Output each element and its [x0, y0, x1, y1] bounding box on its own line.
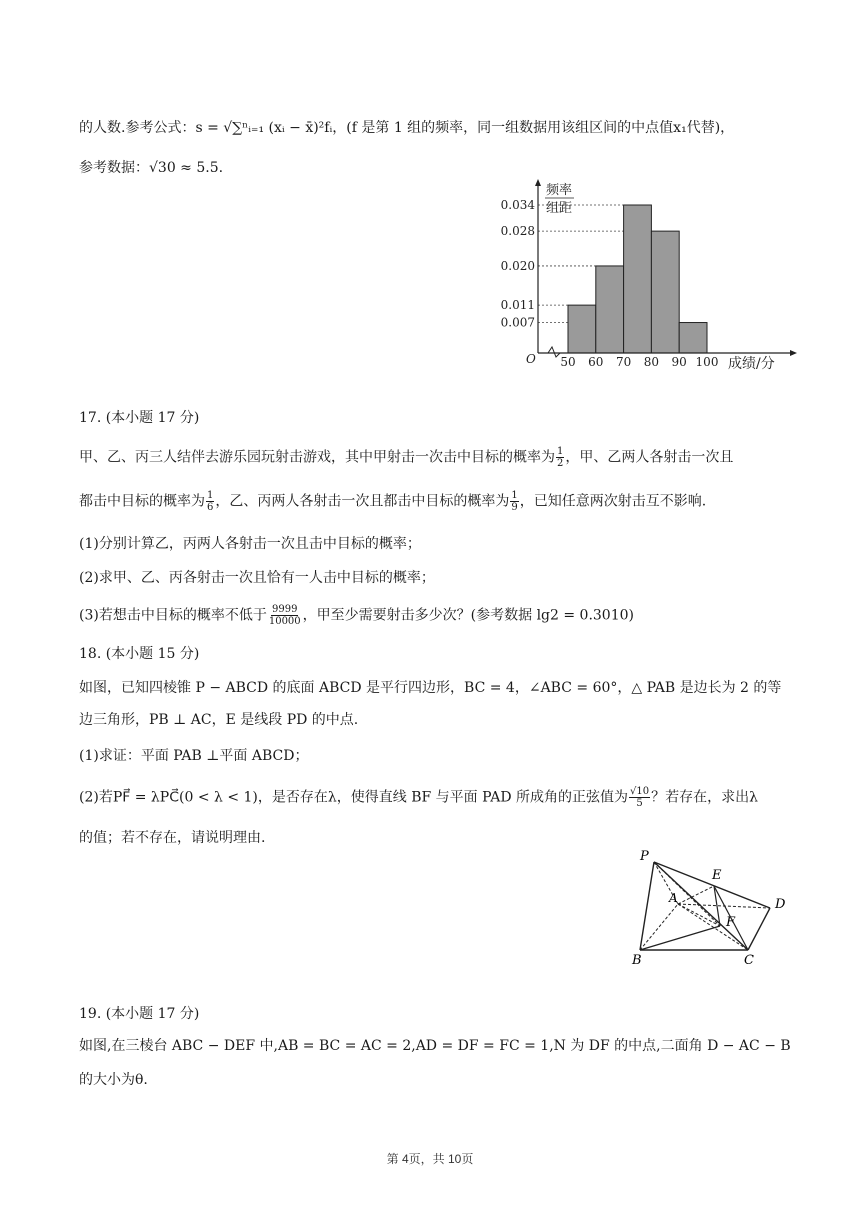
label-D: D	[775, 897, 786, 912]
x-tick-label: 90	[671, 355, 687, 369]
p18-q1: (1)求证：平面 PAB ⊥平面 ABCD；	[79, 748, 309, 764]
bar-50-60	[568, 305, 596, 353]
y-tick-label: 0.007	[500, 315, 535, 330]
x-axis-label: 成绩/分	[728, 356, 775, 372]
axis-break	[548, 347, 560, 357]
fraction-sqrt10-over-5: $\frac{√10}{5}$	[630, 786, 650, 809]
y-tick-label: 0.011	[500, 298, 535, 313]
p16-formula-line	[79, 118, 734, 138]
p19-line2: 的大小为θ.	[79, 1072, 148, 1088]
origin-label: O	[526, 352, 536, 366]
x-tick-label: 60	[588, 355, 604, 369]
fraction-one-ninth: $\frac{1}{9}$	[511, 490, 518, 513]
x-tick-label: 70	[615, 355, 632, 369]
fraction-one-sixth: $\frac{1}{6}$	[207, 490, 214, 513]
p16-reference-data: 参考数据：√30 ≈ 5.5.	[79, 160, 224, 176]
x-axis-arrow	[790, 350, 797, 356]
bar-90-100	[679, 323, 707, 353]
p17-q2: (2)求甲、乙、丙各射击一次且恰有一人击中目标的概率；	[79, 570, 435, 586]
frequency-histogram	[490, 178, 810, 378]
y-tick-label: 0.020	[500, 258, 535, 273]
p18-line2: 边三角形，PB ⊥ AC，E 是线段 PD 的中点.	[79, 712, 359, 728]
label-P: P	[640, 849, 649, 864]
p16-formula: s = √∑ⁿᵢ₌₁ (xᵢ − x̄)²fᵢ	[195, 120, 333, 136]
y-axis-label-bottom: 组距	[546, 201, 573, 216]
p19-line1: 如图,在三棱台 ABC − DEF 中,AB = BC = AC = 2,AD = DF = FC = 1,N 为 DF 的中点,二面角 D − AC − B	[79, 1038, 791, 1054]
p19-heading: 19. (本小题 17 分)	[79, 1006, 200, 1022]
bar-80-90	[651, 231, 679, 353]
fraction-one-half: $\frac{1}{2}$	[557, 446, 564, 469]
y-axis-arrow	[535, 179, 541, 186]
x-tick-label: 80	[643, 355, 660, 369]
label-A: A	[669, 891, 678, 905]
label-C: C	[744, 953, 754, 966]
y-tick-label: 0.034	[500, 198, 535, 212]
p18-line1: 如图，已知四棱锥 P − ABCD 的底面 ABCD 是平行四边形，BC = 4，∠ABC = 60°，△ PAB 是边长为 2 的等	[79, 680, 782, 696]
y-axis-label-top: 频率	[546, 183, 573, 198]
bar-60-70	[596, 266, 624, 353]
page-footer: 第 4页，共 10页	[386, 1152, 474, 1166]
p18-q2-line2: 的值；若不存在，请说明理由.	[79, 830, 266, 846]
x-tick-label: 100	[695, 355, 719, 369]
fraction-9999-10000: $\frac{9999}{10000}$	[268, 604, 301, 627]
p16-line1-post: ，(f 是第 1 组的频率，同一组数据用该组区间的中点值x₁代替)，	[332, 120, 735, 136]
p17-line2: 都击中目标的概率为 $\frac{1}{6}$ ，乙、丙两人各射击一次且都击中目标的概率为 $\frac{1}{9}$ ，已知任意两次射击互不影响.	[79, 490, 707, 513]
label-F: F	[726, 915, 736, 930]
label-E: E	[712, 868, 722, 883]
p17-q3: (3)若想击中目标的概率不低于 $\frac{9999}{10000}$ ，甲至少需要射击多少次？(参考数据 lg2 = 0.3010)	[79, 604, 634, 627]
bar-70-80	[624, 205, 652, 353]
pyramid-figure	[630, 846, 800, 966]
p18-heading: 18. (本小题 15 分)	[79, 646, 200, 662]
x-tick-label: 50	[560, 355, 576, 369]
p17-heading: 17. (本小题 17 分)	[79, 410, 200, 426]
p17-q1: (1)分别计算乙，丙两人各射击一次且击中目标的概率；	[79, 536, 421, 552]
p18-q2: (2)若PF⃗ = λPC⃗(0 < λ < 1)，是否存在λ，使得直线 BF 与平面 PAD 所成角的正弦值为 $\frac{√10}{5}$ ？若存在，求出λ	[79, 786, 759, 809]
p17-line1: 甲、乙、丙三人结伴去游乐园玩射击游戏，其中甲射击一次击中目标的概率为 $\frac{1}{2}$ ，甲、乙两人各射击一次且	[79, 446, 734, 469]
y-tick-label: 0.028	[500, 224, 535, 239]
p16-line1-pre: 的人数.参考公式：	[79, 120, 196, 136]
label-B: B	[632, 953, 642, 966]
